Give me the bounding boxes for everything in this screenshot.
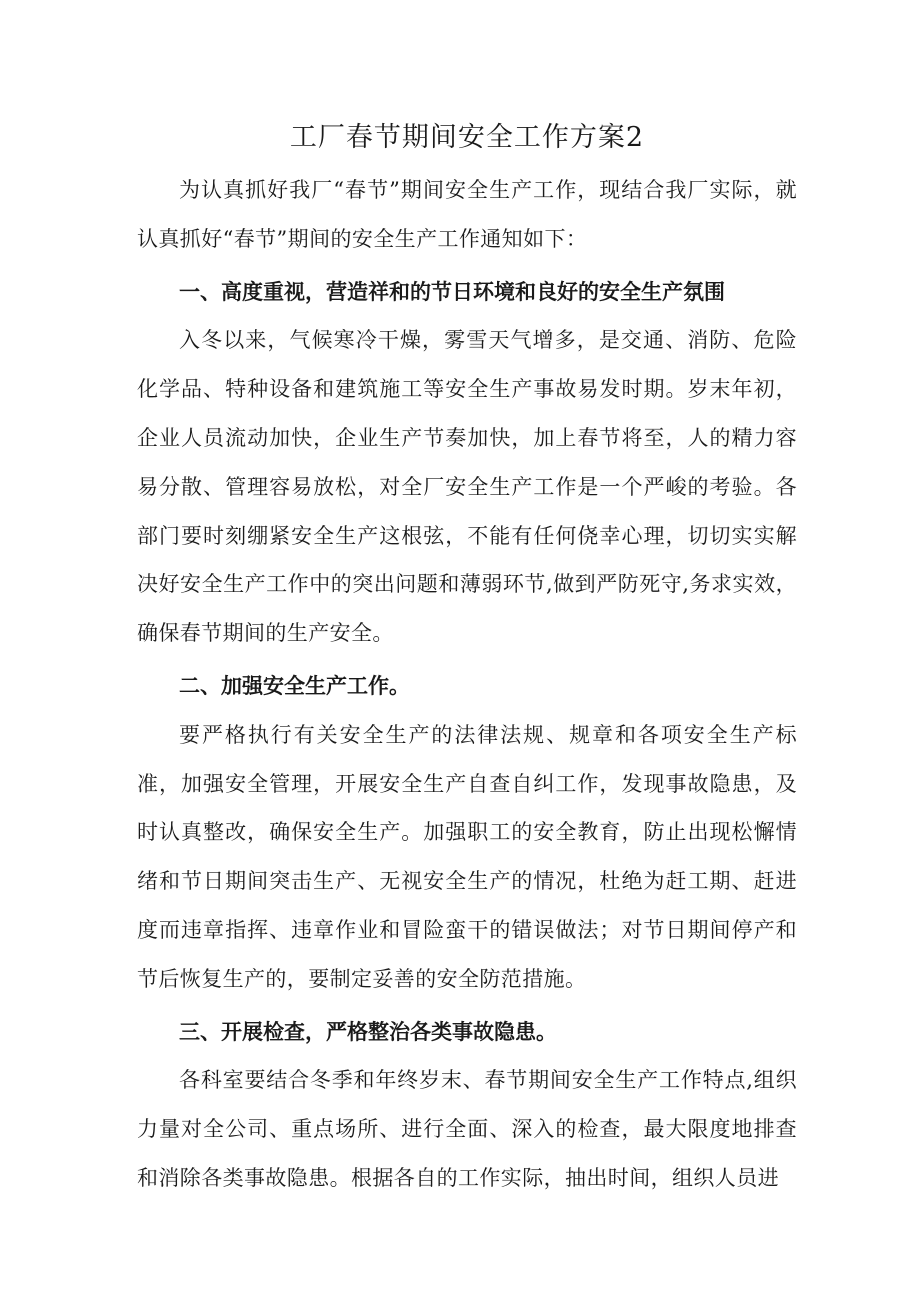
document-page — [137, 116, 797, 1203]
section-2-heading: 二、加强安全生产工作。 — [179, 673, 410, 698]
section-3-heading: 三、开展检查，严格整治各类事故隐患。 — [179, 1019, 557, 1044]
document-title: 工厂春节期间安全工作方案2 — [289, 122, 645, 153]
section-1-heading: 一、高度重视，营造祥和的节日环境和良好的安全生产氛围 — [179, 279, 725, 304]
section-3-body: 各科室要结合冬季和年终岁末、春节期间安全生产工作特点,组织力量对全公司、重点场所、进行全面、深入的检查，最大限度地排查和消除各类事故隐患。根据各自的工作实际，抽出时间，组织人员进 — [137, 1068, 797, 1190]
section-2-body: 要严格执行有关安全生产的法律法规、规章和各项安全生产标准，加强安全管理，开展安全生产自查自纠工作，发现事故隐患，及时认真整改，确保安全生产。加强职工的安全教育，防止出现松懈情绪和节日期间突击生产、无视安全生产的情况，杜绝为赶工期、赶进度而违章指挥、违章作业和冒险蛮干的错误做法；对节日期间停产和节后恢复生产的，要制定妥善的安全防范措施。 — [137, 722, 797, 991]
intro-paragraph: 为认真抓好我厂“春节”期间安全生产工作，现结合我厂实际，就认真抓好“春节”期间的安全生产工作通知如下： — [137, 178, 797, 251]
section-1-body: 入冬以来，气候寒冷干燥，雾雪天气增多，是交通、消防、危险化学品、特种设备和建筑施工等安全生产事故易发时期。岁末年初，企业人员流动加快，企业生产节奏加快，加上春节将至，人的精力容易分散、管理容易放松，对全厂安全生产工作是一个严峻的考验。各部门要时刻绷紧安全生产这根弦，不能有任何侥幸心理，切切实实解决好安全生产工作中的突出问题和薄弱环节,做到严防死守,务求实效，确保春节期间的生产安全。 — [137, 328, 797, 646]
